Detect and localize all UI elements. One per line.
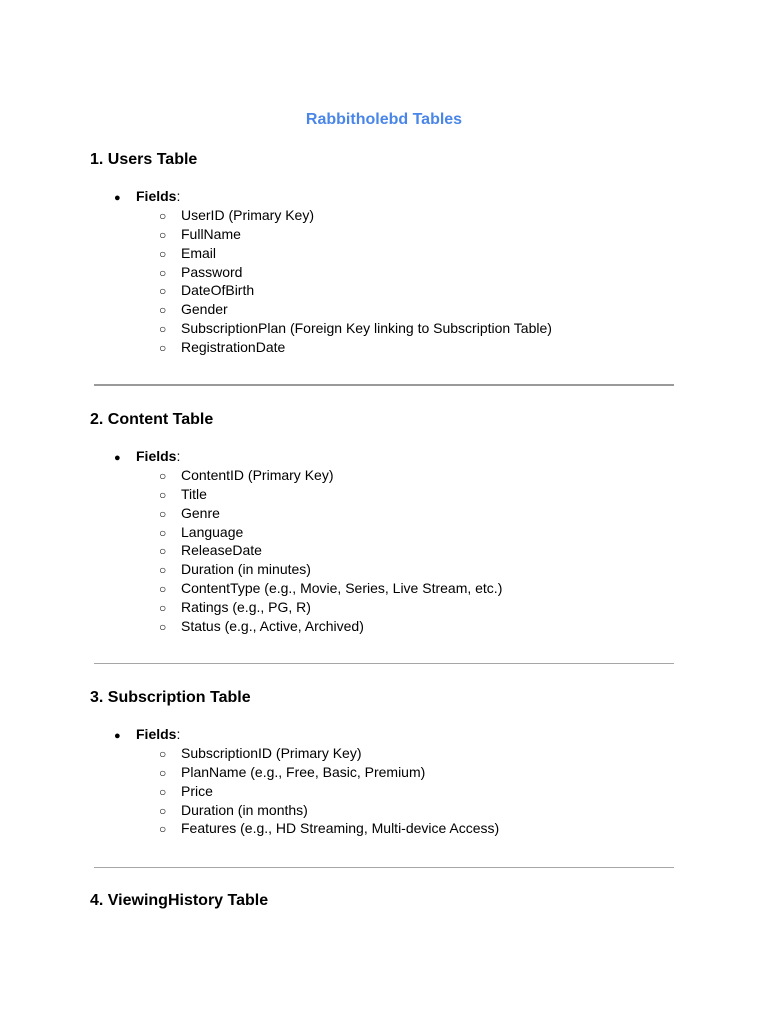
field-list-subscription (159, 744, 499, 838)
list-item (159, 300, 552, 319)
field-name: Gender (181, 301, 228, 318)
section-heading-subscription: 3. Subscription Table (90, 689, 251, 706)
list-item (159, 338, 552, 357)
list-item (159, 523, 502, 542)
field-name: Email (181, 244, 217, 261)
circle-bullet-icon: ○ (159, 487, 167, 502)
list-item (159, 763, 499, 782)
circle-bullet-icon: ○ (159, 619, 167, 634)
field-name: ContentType (e.g., Movie, Series, Live Stream, etc.) (181, 580, 503, 597)
field-list-content (159, 466, 502, 636)
circle-bullet-icon: ○ (159, 765, 167, 780)
fields-colon: : (176, 726, 181, 742)
fields-bullet (114, 187, 180, 207)
circle-bullet-icon: ○ (159, 544, 167, 559)
section-heading-content: 2. Content Table (90, 411, 214, 428)
section-heading-viewing-history: 4. ViewingHistory Table (90, 892, 269, 909)
circle-bullet-icon: ○ (159, 303, 167, 318)
circle-bullet-icon: ○ (159, 747, 167, 761)
section-heading-users: 1. Users Table (90, 151, 198, 168)
bullet-icon: ● (114, 730, 121, 742)
list-item (159, 819, 499, 838)
list-item (159, 744, 499, 763)
list-item (159, 225, 552, 244)
circle-bullet-icon: ○ (159, 563, 167, 578)
list-item (159, 244, 552, 263)
section-divider (94, 384, 674, 386)
fields-label: Fields (136, 188, 177, 204)
circle-bullet-icon: ○ (159, 525, 167, 540)
field-name: UserID (Primary Key) (181, 207, 315, 223)
fields-colon: : (176, 188, 181, 204)
circle-bullet-icon: ○ (159, 582, 167, 597)
field-name: Ratings (e.g., PG, R) (181, 598, 311, 615)
fields-label: Fields (136, 448, 177, 464)
list-item (159, 319, 552, 338)
circle-bullet-icon: ○ (159, 265, 167, 280)
circle-bullet-icon: ○ (159, 803, 167, 818)
fields-label: Fields (136, 726, 177, 742)
field-name: Password (181, 263, 243, 280)
field-name: Title (181, 485, 207, 502)
bullet-icon: ● (114, 192, 121, 204)
list-item (159, 485, 502, 504)
circle-bullet-icon: ○ (159, 246, 167, 261)
fields-bullet (114, 447, 180, 467)
list-item (159, 541, 502, 560)
list-item (159, 617, 502, 636)
field-name: DateOfBirth (181, 282, 255, 299)
bullet-icon: ● (114, 452, 121, 464)
fields-colon: : (176, 448, 181, 464)
field-name: Features (e.g., HD Streaming, Multi-device Access) (181, 820, 500, 837)
field-name: Status (e.g., Active, Archived) (181, 617, 364, 634)
field-list-users (159, 206, 552, 357)
section-divider (94, 867, 674, 868)
circle-bullet-icon: ○ (159, 600, 167, 615)
list-item (159, 598, 502, 617)
field-name: Genre (181, 504, 220, 521)
list-item (159, 560, 502, 579)
circle-bullet-icon: ○ (159, 209, 167, 223)
field-name: SubscriptionPlan (Foreign Key linking to Subscription Table) (181, 320, 552, 337)
list-item (159, 206, 552, 225)
field-name: Price (181, 782, 213, 799)
circle-bullet-icon: ○ (159, 284, 167, 299)
field-name: Duration (in months) (181, 801, 308, 818)
circle-bullet-icon: ○ (159, 322, 167, 337)
field-name: FullName (181, 225, 241, 242)
document-title: Rabbitholebd Tables (305, 111, 463, 128)
list-item (159, 782, 499, 801)
field-name: PlanName (e.g., Free, Basic, Premium) (181, 763, 426, 780)
list-item (159, 579, 502, 598)
circle-bullet-icon: ○ (159, 227, 167, 242)
circle-bullet-icon: ○ (159, 340, 167, 355)
list-item (159, 263, 552, 282)
circle-bullet-icon: ○ (159, 506, 167, 521)
list-item (159, 504, 502, 523)
fields-bullet (114, 725, 180, 745)
circle-bullet-icon: ○ (159, 469, 167, 483)
list-item (159, 801, 499, 820)
field-name: Language (181, 523, 244, 540)
list-item (159, 466, 502, 485)
field-name: ContentID (Primary Key) (181, 467, 334, 483)
field-name: RegistrationDate (181, 338, 286, 355)
field-name: SubscriptionID (Primary Key) (181, 745, 362, 761)
field-name: Duration (in minutes) (181, 561, 311, 578)
field-name: ReleaseDate (181, 542, 262, 559)
list-item (159, 281, 552, 300)
section-divider (94, 663, 674, 664)
circle-bullet-icon: ○ (159, 784, 167, 799)
circle-bullet-icon: ○ (159, 822, 167, 837)
